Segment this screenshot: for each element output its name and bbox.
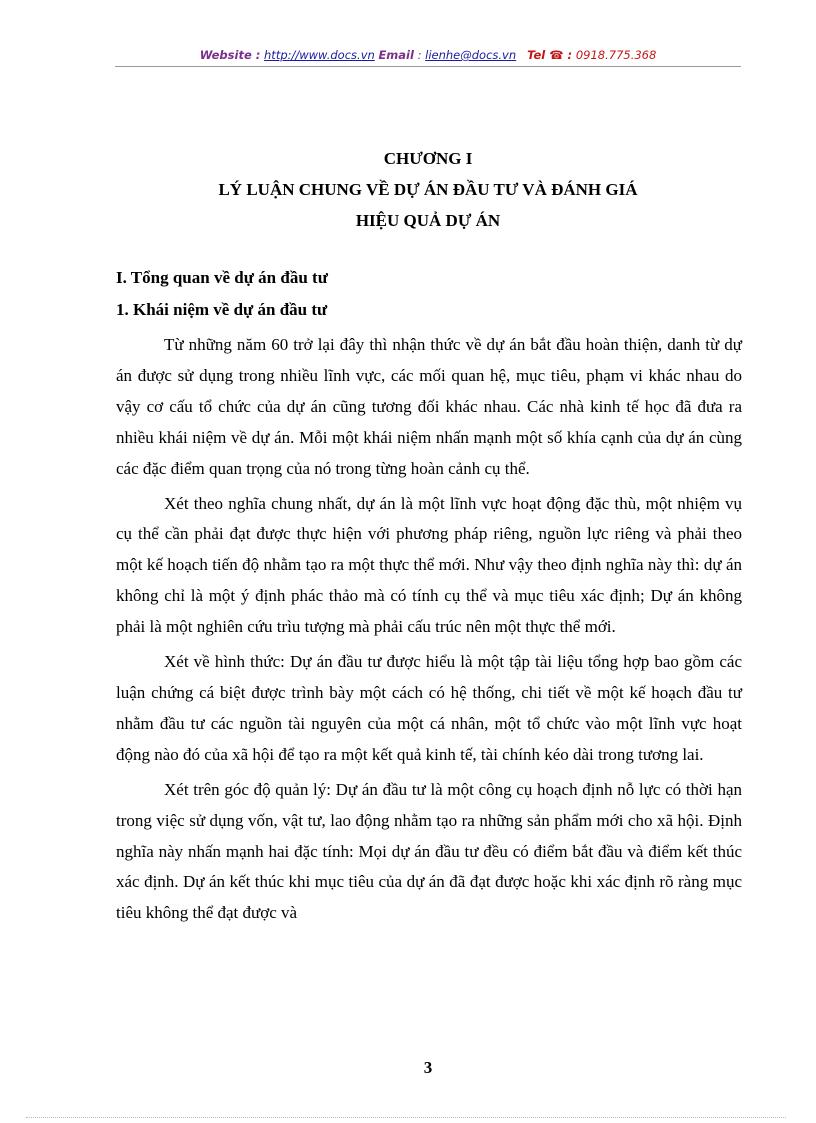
body-text	[116, 330, 742, 933]
chapter-title	[115, 143, 741, 236]
chapter-title-line-2: HIỆU QUẢ DỰ ÁN	[355, 211, 501, 230]
website-link[interactable]: http://www.docs.vn	[264, 48, 375, 62]
header-divider	[115, 66, 741, 67]
page-header	[115, 48, 741, 66]
footer-divider	[26, 1117, 786, 1118]
paragraph: Xét về hình thức: Dự án đầu tư được hiểu là một tập tài liệu tổng hợp bao gồm các luận chứng cá biệt được trình bày một cách có hệ thống, chi tiết về một kế hoạch đầu tư nhằm đầu tư các nguồn tài nguyên của một cá nhân, một tổ chức vào một lĩnh vực hoạt động nào đó của xã hội để tạo ra một kết quả kinh tế, tài chính kéo dài trong tương lai.	[116, 652, 742, 764]
page-number: 3	[423, 1058, 433, 1077]
website-label: Website :	[199, 48, 261, 62]
subsection-heading: 1. Khái niệm về dự án đầu tư	[116, 300, 328, 319]
email-label: Email	[378, 48, 414, 62]
paragraph: Xét trên góc độ quản lý: Dự án đầu tư là một công cụ hoạch định nỗ lực có thời hạn trong việc sử dụng vốn, vật tư, lao động nhằm tạo ra những sản phẩm mới cho xã hội. Định nghĩa này nhấn mạnh hai đặc tính: Mọi dự án đầu tư đều có điểm bắt đầu và điểm kết thúc xác định. Dự án kết thúc khi mục tiêu của dự án đã đạt được hoặc khi xác định rõ ràng mục tiêu không thể đạt được và	[116, 779, 742, 923]
tel-number: 0918.775.368	[575, 48, 657, 62]
paragraph: Từ những năm 60 trở lại đây thì nhận thức về dự án bắt đầu hoàn thiện, danh từ dự án được sử dụng trong nhiều lĩnh vực, các mối quan hệ, mục tiêu, phạm vi khác nhau do vậy cơ cấu tổ chức của dự án cũng tương đối khác nhau. Các nhà kinh tế học đã đưa ra nhiều khái niệm về dự án. Mỗi một khái niệm nhấn mạnh một số khía cạnh của dự án cùng các đặc điểm quan trọng của nó trong từng hoàn cảnh cụ thể.	[116, 335, 742, 478]
email-link[interactable]: lienhe@docs.vn	[425, 48, 517, 62]
chapter-title-line-1: LÝ LUẬN CHUNG VỀ DỰ ÁN ĐẦU TƯ VÀ ĐÁNH GIÁ	[218, 180, 638, 199]
paragraph: Xét theo nghĩa chung nhất, dự án là một lĩnh vực hoạt động đặc thù, một nhiệm vụ cụ thể cần phải đạt được thực hiện với phương pháp riêng, nguồn lực riêng và phải theo một kế hoạch tiến độ nhằm tạo ra một thực thể mới. Như vậy theo định nghĩa này thì: dự án không chỉ là một ý định phác thảo mà có tính cụ thể và mục tiêu xác định; Dự án không phải là một nghiên cứu trìu tượng mà phải cấu trúc nên một thực thể mới.	[116, 493, 742, 637]
tel-label: Tel ☎ :	[527, 48, 573, 62]
section-heading: I. Tổng quan về dự án đầu tư	[116, 268, 328, 287]
email-separator: :	[417, 48, 422, 62]
chapter-number: CHƯƠNG I	[383, 149, 473, 168]
